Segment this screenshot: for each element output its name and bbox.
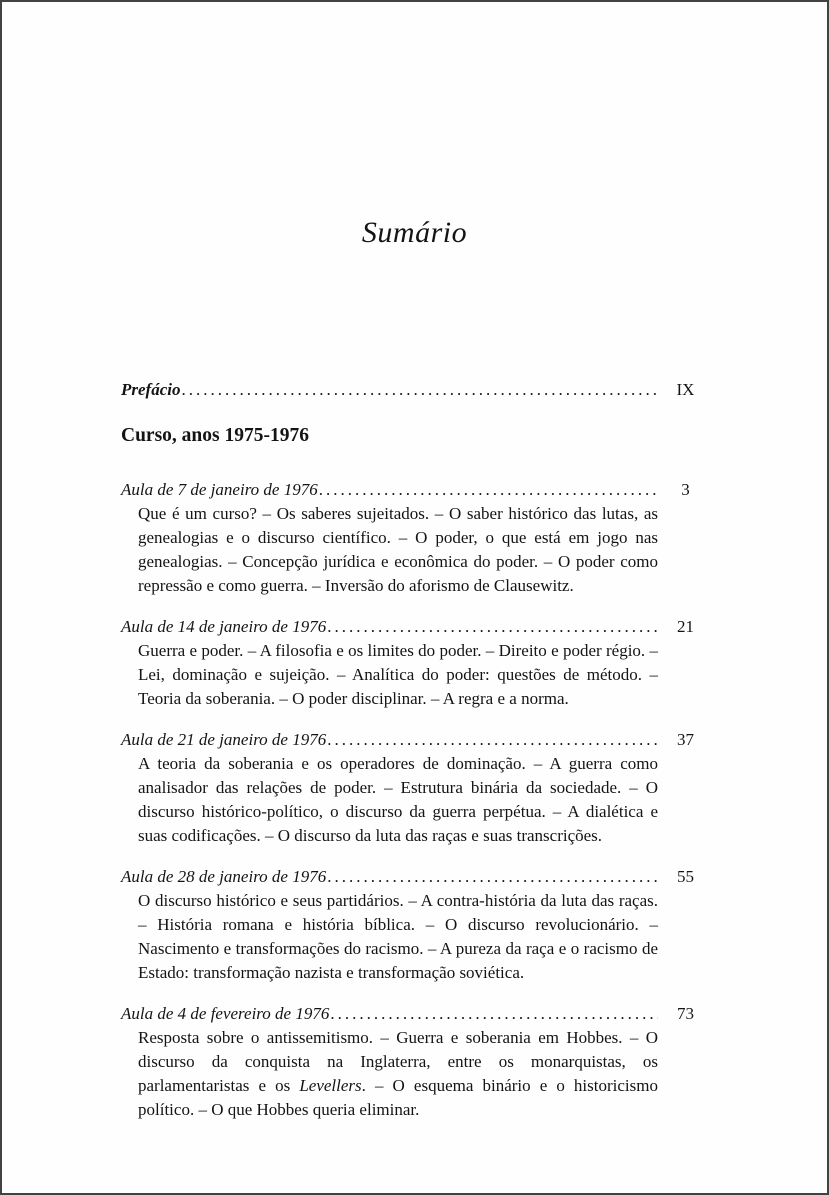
lecture-page-number: 37 [677, 730, 694, 749]
toc-entry [121, 865, 713, 985]
lecture-title: Aula de 28 de janeiro de 1976 [121, 867, 327, 886]
toc-entry-heading-row [121, 865, 713, 889]
section-heading: Curso, anos 1975-1976 [121, 425, 309, 446]
toc-entry-heading-row [121, 478, 713, 502]
lecture-title: Aula de 21 de janeiro de 1976 [121, 730, 327, 749]
summary-text: Resposta sobre o antissemitismo. – Guerra e soberania em Hobbes. – O discurso da conquista na Inglaterra, entre os monarquistas, os parlamentaristas e os [138, 1028, 658, 1095]
lecture-page-number: 73 [677, 1004, 694, 1023]
lecture-title: Aula de 14 de janeiro de 1976 [121, 617, 327, 636]
dot-leader [327, 615, 658, 639]
toc-entries [121, 478, 713, 1122]
dot-leader [181, 378, 658, 402]
summary-text: . – O esquema binário e o historicismo político. – O que Hobbes queria eliminar. [138, 1076, 658, 1119]
page-title: Sumário [361, 216, 468, 249]
toc-entry-heading-row [121, 728, 713, 752]
toc-entry-heading-row [121, 1002, 713, 1026]
lecture-summary: Guerra e poder. – A filosofia e os limites do poder. – Direito e poder régio. – Lei, dominação e sujeição. – Analítica do poder: questões de método. – Teoria da soberania. – O poder disciplinar. – A regra e a norma. [138, 641, 658, 708]
dot-leader [330, 1002, 658, 1026]
preface-page-number: IX [676, 380, 695, 399]
lecture-summary: O discurso histórico e seus partidários. – A contra-história da luta das raças. – História romana e história bíblica. – O discurso revolucionário. – Nascimento e transformações do racismo. – A pureza da raça e o racismo de Estado: transformação nazista e transformação soviética. [138, 891, 658, 982]
preface-label: Prefácio [121, 380, 181, 399]
lecture-summary: Que é um curso? – Os saberes sujeitados. – O saber histórico das lutas, as genealogias e o discurso científico. – O poder, o que está em jogo nas genealogias. – Concepção jurídica e econômica do poder. – O poder como repressão e como guerra. – Inversão do aforismo de Clausewitz. [138, 504, 658, 595]
dot-leader [319, 478, 658, 502]
lecture-title: Aula de 7 de janeiro de 1976 [121, 480, 318, 499]
lecture-page-number: 3 [681, 480, 690, 499]
lecture-summary [138, 1026, 658, 1122]
toc-content [121, 378, 713, 1122]
dot-leader [327, 728, 658, 752]
toc-entry [121, 728, 713, 848]
dot-leader [327, 865, 658, 889]
summary-italic-term: Levellers [299, 1076, 362, 1095]
lecture-summary: A teoria da soberania e os operadores de dominação. – A guerra como analisador das relações de poder. – Estrutura binária da sociedade. – O discurso histórico-político, o discurso da guerra perpétua. – A dialética e suas codificações. – O discurso da luta das raças e suas transcrições. [138, 754, 658, 845]
toc-entry [121, 478, 713, 598]
lecture-page-number: 21 [677, 617, 694, 636]
toc-entry-heading-row [121, 615, 713, 639]
toc-entry-preface [121, 378, 713, 402]
lecture-page-number: 55 [677, 867, 694, 886]
lecture-title: Aula de 4 de fevereiro de 1976 [121, 1004, 330, 1023]
toc-entry [121, 615, 713, 711]
toc-entry [121, 1002, 713, 1122]
